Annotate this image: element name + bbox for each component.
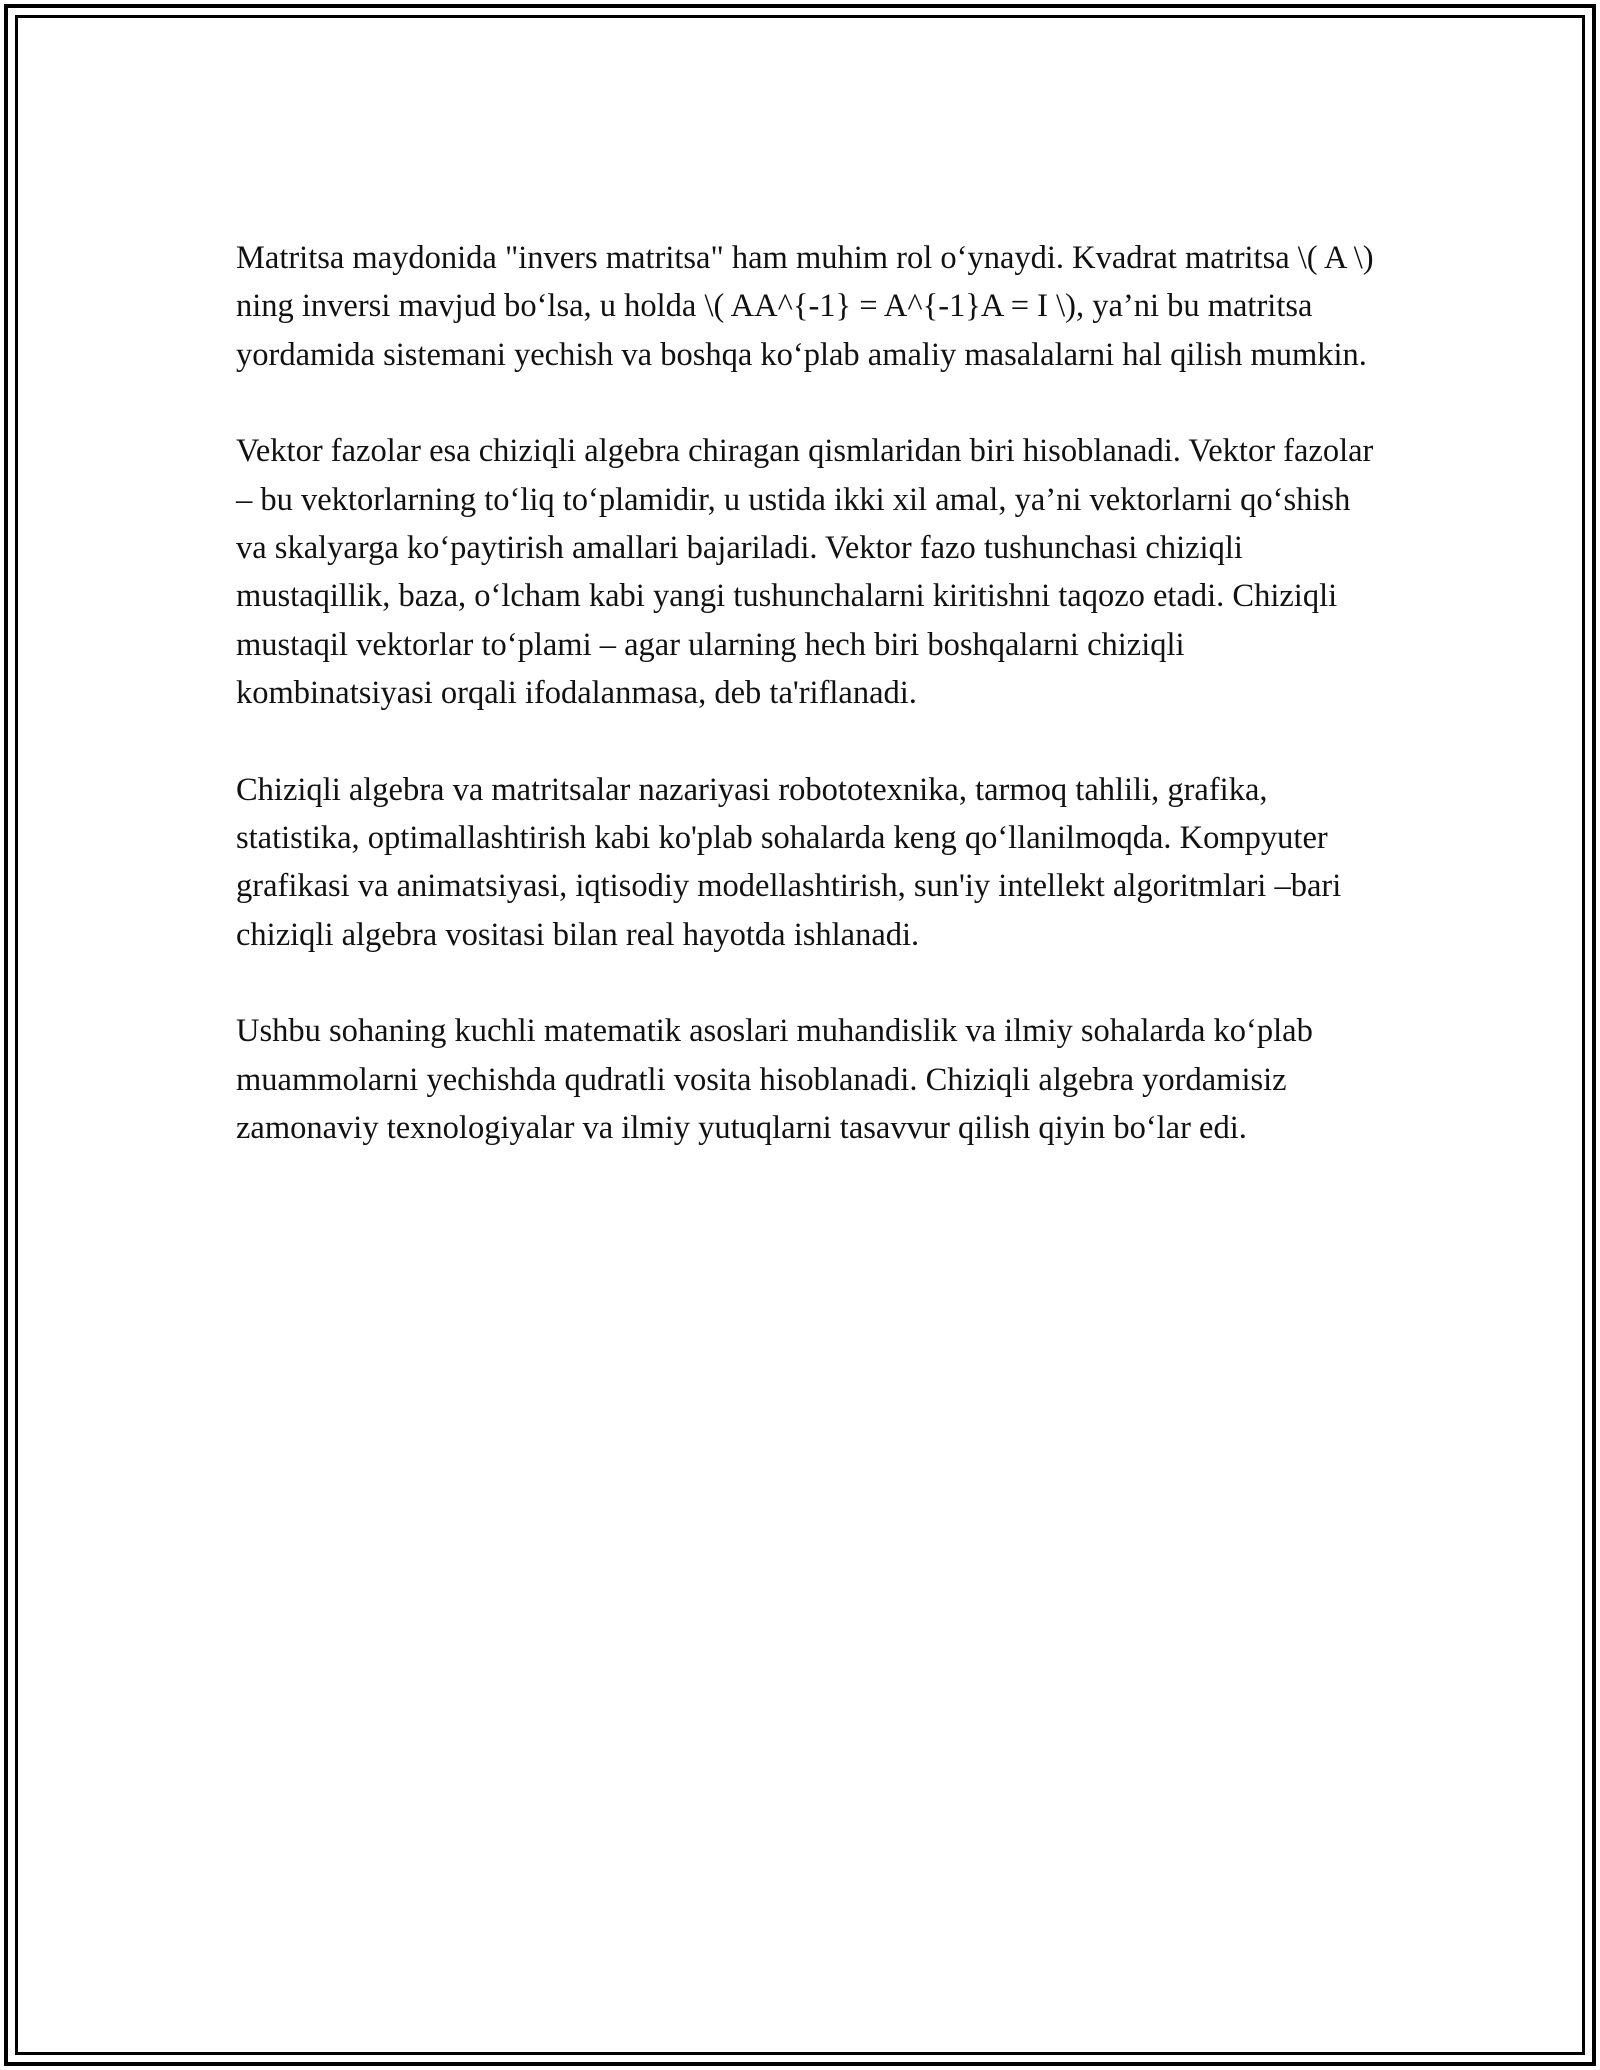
paragraph-inverse-matrix: Matritsa maydonida "invers matritsa" ham muhim rol o‘ynaydi. Kvadrat matritsa \( A \) ning inversi mavjud bo‘lsa, u holda \( AA^{-1} = A^{-1}A = I \), ya’ni bu matritsa yordamida sistemani yechish va boshqa ko‘plab amaliy masalalarni hal qilish mumkin. [236,240,1374,373]
paragraph-applications: Chiziqli algebra va matritsalar nazariyasi robototexnika, tarmoq tahlili, grafika, statistika, optimallashtirish kabi ko'plab sohalarda keng qo‘llanilmoqda. Kompyuter grafikasi va animatsiyasi, iqtisodiy modellashtirish, sun'iy intellekt algoritmlari –bari chiziqli algebra vositasi bilan real hayotda ishlanadi. [236,771,1342,953]
paragraph-vector-spaces: Vektor fazolar esa chiziqli algebra chiragan qismlaridan biri hisoblanadi. Vektor fazolar – bu vektorlarning to‘liq to‘plamidir, u ustida ikki xil amal, ya’ni vektorlarni qo‘shish va skalyarga ko‘paytirish amallari bajariladi. Vektor fazo tushunchasi chiziqli mustaqillik, baza, o‘lcham kabi yangi tushunchalarni kiritishni taqozo etadi. Chiziqli mustaqil vektorlar to‘plami – agar ularning hech biri boshqalarni chiziqli kombinatsiyasi orqali ifodalanmasa, deb ta'riflanadi. [236,433,1374,712]
document-body [236,234,1376,1201]
paragraph-conclusion: Ushbu sohaning kuchli matematik asoslari muhandislik va ilmiy sohalarda ko‘plab muammolarni yechishda qudratli vosita hisoblanadi. Chiziqli algebra yordamisiz zamonaviy texnologiyalar va ilmiy yutuqlarni tasavvur qilish qiyin bo‘lar edi. [236,1013,1313,1147]
